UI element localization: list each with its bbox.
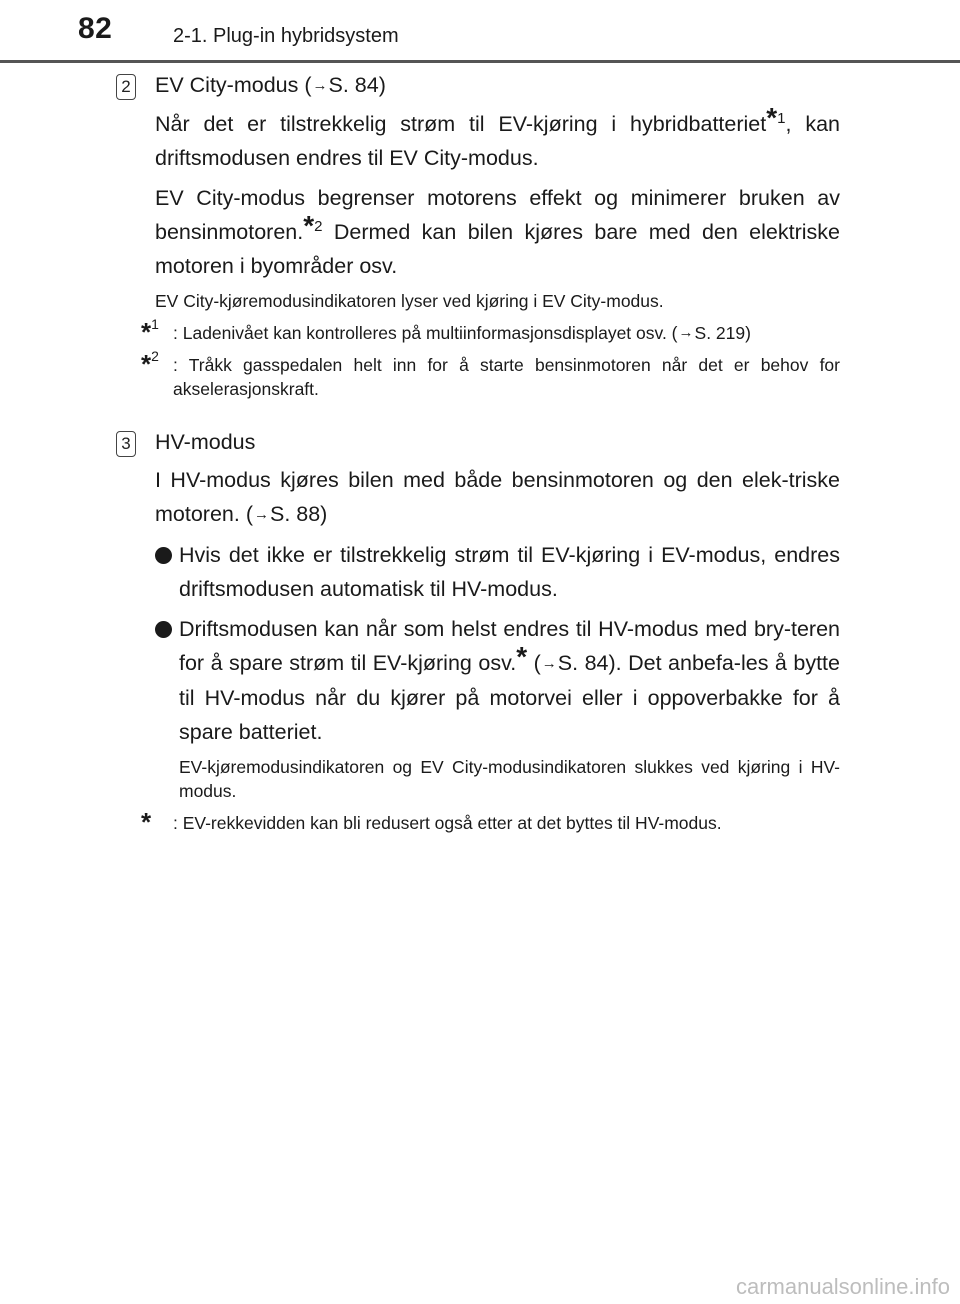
- item-number-badge: 2: [116, 74, 136, 100]
- arrow-icon: →: [312, 77, 328, 94]
- footnote-marker: *$^1$: [141, 316, 159, 347]
- footnote: * : EV-rekkevidden kan bli redusert også etter at det byttes til HV-modus.: [141, 807, 722, 837]
- header-rule: [0, 60, 960, 63]
- item-ev-city-mode: [0, 68, 960, 401]
- asterisk-icon: *: [766, 101, 778, 133]
- asterisk-icon: *: [516, 640, 528, 672]
- arrow-icon: →: [541, 655, 557, 672]
- footnote: *$^2$ : Tråkk gasspedalen helt inn for å starte bensinmotoren når det er behov for akselerasjonskraft.: [141, 348, 840, 399]
- footnote-marker: *$^2$: [141, 348, 159, 379]
- watermark-logo: carmanualsonline.info: [735, 1274, 950, 1299]
- bullet-dot-icon: [155, 547, 172, 564]
- paragraph: I HV-modus kjøres bilen med både bensinmotoren og den elek-triske motoren. (→S. 88): [155, 463, 840, 532]
- page-reference-link[interactable]: S. 219): [694, 323, 751, 343]
- item-title: EV City-modus (→S. 84): [155, 68, 840, 103]
- asterisk-icon: *: [141, 807, 152, 837]
- page-content: [0, 68, 960, 841]
- page-header: [0, 0, 960, 62]
- asterisk-icon: *: [141, 317, 152, 347]
- arrow-icon: →: [678, 324, 694, 341]
- arrow-icon: →: [253, 506, 269, 523]
- footnote: *$^1$ : Ladenivået kan kontrolleres på multiinformasjonsdisplayet osv. (→S. 219): [141, 316, 751, 347]
- paragraph: EV City-modus begrenser motorens effekt og minimerer bruken av bensinmotoren.$^{*2}$ Dermed kan bilen kjøres bare med den elektriske motoren i byområder osv.: [155, 186, 840, 278]
- bullet-dot-icon: [155, 621, 172, 638]
- page-reference-link[interactable]: S. 84). Det anbefa-les å bytte til HV-modus når du kjører på motorvei eller i oppoverbakke for å spare batteriet.: [179, 651, 840, 744]
- bullet-item: Hvis det ikke er tilstrekkelig strøm til EV-kjøring i EV-modus, endres driftsmodusen automatisk til HV-modus.: [155, 538, 840, 606]
- footnote-marker: *1: [766, 101, 786, 133]
- paragraph: Når det er tilstrekkelig strøm til EV-kjøring i hybridbatteriet$^{*1}$, kan driftsmodusen endres til EV City-modus.: [155, 101, 840, 170]
- page-reference-link[interactable]: S. 88): [269, 502, 328, 526]
- note-text: EV-kjøremodusindikatoren og EV City-modusindikatoren slukkes ved kjøring i HV-modus.: [179, 757, 840, 801]
- asterisk-icon: *: [141, 349, 152, 379]
- footnote-marker: [141, 807, 152, 837]
- footnote-marker: [516, 640, 528, 672]
- item-hv-mode: [0, 425, 960, 835]
- section-title: 2-1. Plug-in hybridsystem: [173, 25, 399, 47]
- bullet-item: Driftsmodusen kan når som helst endres til HV-modus med bry-teren for å spare strøm til EV-kjøring osv.* (→S. 84). Det anbefa-les å bytte til HV-modus når du kjører på motorvei eller i oppoverbakke for å spare batteriet.: [155, 612, 840, 749]
- note-text: EV City-kjøremodusindikatoren lyser ved kjøring i EV City-modus.: [155, 291, 664, 311]
- page-reference-link[interactable]: S. 84): [328, 73, 386, 97]
- footnote-marker: *2: [303, 209, 323, 241]
- asterisk-icon: *: [303, 209, 315, 241]
- page-number: 82: [78, 12, 113, 45]
- item-title: HV-modus: [155, 430, 256, 454]
- item-number-badge: 3: [116, 431, 136, 457]
